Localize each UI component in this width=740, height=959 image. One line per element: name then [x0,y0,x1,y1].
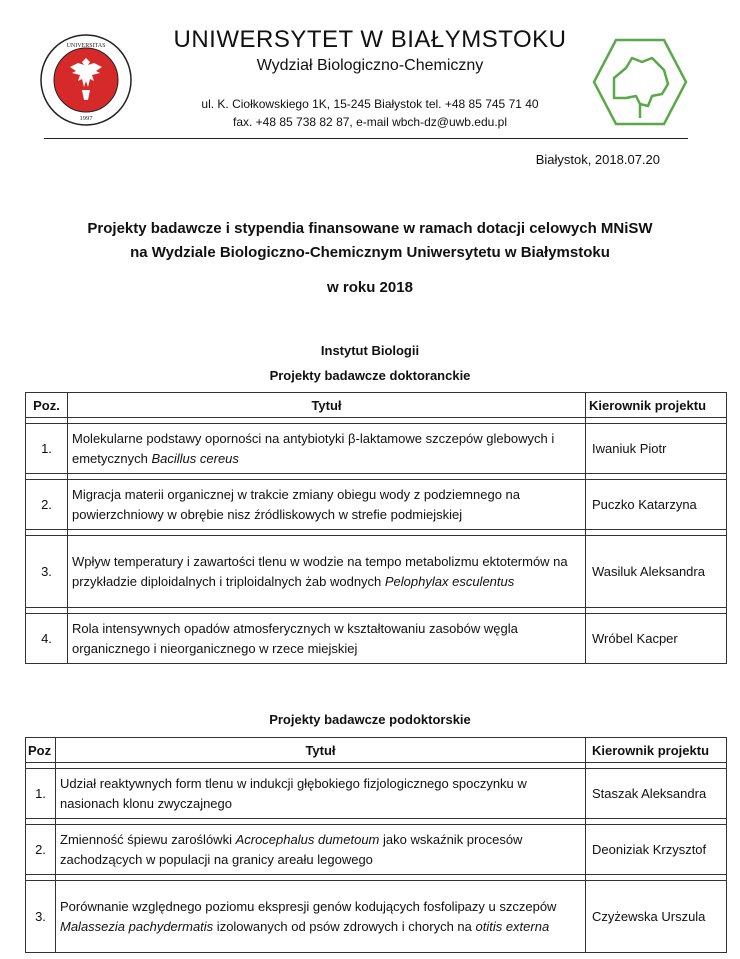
row-position: 3. [26,536,68,608]
row-leader: Deoniziak Krzysztof [586,825,727,875]
row-position: 2. [26,480,68,530]
title-text: Rola intensywnych opadów atmosferycznych w kształtowaniu zasobów węgla organicznego i nieorganicznego w rzece miejskiej [72,620,518,656]
row-position: 4. [26,614,68,664]
table-row [26,424,727,474]
header-divider [44,138,688,139]
title-text: Migracja materii organicznej w trakcie zmiany obiegu wody z podziemnego na powierzchniowy w obrębie nisz źródliskowych w strefie podmiejskiej [72,486,520,522]
row-title [68,536,586,608]
university-name: UNIWERSYTET W BIAŁYMSTOKU [173,26,567,53]
row-position: 2. [26,825,56,875]
row-position: 3. [26,881,56,953]
col-header-leader: Kierownik projektu [586,393,727,418]
row-title [68,614,586,664]
doctoral-projects-heading: Projekty badawcze doktoranckie [269,368,471,383]
document-title-year: w roku 2018 [327,279,413,296]
row-leader: Iwaniuk Piotr [586,424,727,474]
row-title [56,825,586,875]
col-header-title: Tytuł [56,738,586,763]
row-title [68,424,586,474]
row-title [68,480,586,530]
col-header-leader: Kierownik projektu [586,738,727,763]
table-row [26,536,727,608]
faculty-leaf-logo [592,38,688,126]
species-name: Acrocephalus dumetoum [235,831,380,847]
title-text: Wpływ temperatury i zawartości tlenu w wodzie na tempo metabolizmu ektotermów na przykładzie diploidalnych i triploidalnych żab wodnych [72,553,568,589]
doctoral-projects-table [25,392,727,664]
table-row [26,480,727,530]
university-seal-logo [40,34,132,126]
address-line: ul. K. Ciołkowskiego 1K, 15-245 Białystok tel. +48 85 745 71 40 [201,97,539,111]
contact-line: fax. +48 85 738 82 87, e-mail wbch-dz@uwb.edu.pl [232,115,507,129]
postdoctoral-projects-heading: Projekty badawcze podoktorskie [269,712,471,727]
species-name: Bacillus cereus [151,450,239,466]
faculty-name: Wydział Biologiczno-Chemiczny [256,57,484,74]
row-position: 1. [26,769,56,819]
col-header-position: Poz. [26,393,68,418]
species-name: Malassezia pachydermatis [60,918,214,934]
table-row [26,825,727,875]
row-leader: Wróbel Kacper [586,614,727,664]
title-text: izolowanych od psów zdrowych i chorych na [213,918,476,934]
postdoctoral-projects-table [25,737,727,953]
document-title-line-1: Projekty badawcze i stypendia finansowane w ramach dotacji celowych MNiSW [87,220,653,237]
svg-text:1997: 1997 [79,115,93,122]
row-leader: Czyżewska Urszula [586,881,727,953]
svg-text:UNIVERSITAS: UNIVERSITAS [66,43,106,49]
species-name: otitis externa [475,918,550,934]
title-text: Udział reaktywnych form tlenu w indukcji głębokiego fizjologicznego spoczynku w nasionach klonu zwyczajnego [60,775,527,811]
table-row [26,769,727,819]
document-title-line-2: na Wydziale Biologiczno-Chemicznym Uniwersytetu w Białymstoku [130,244,610,261]
institute-heading: Instytut Biologii [320,343,420,358]
row-leader: Puczko Katarzyna [586,480,727,530]
table-row [26,614,727,664]
species-name: Pelophylax esculentus [384,573,515,589]
col-header-title: Tytuł [68,393,586,418]
postdoctoral-rows [26,763,727,953]
title-text: Porównanie względnego poziomu ekspresji genów kodujących fosfolipazy u szczepów [60,898,557,914]
row-title [56,881,586,953]
title-text: Zmienność śpiewu zaroślówki [60,831,236,847]
row-leader: Staszak Aleksandra [586,769,727,819]
title-text: jako wskaźnik procesów zachodzących w populacji na granicy areału legowego [60,831,523,867]
title-text: Molekularne podstawy oporności na antybiotyki β-laktamowe szczepów glebowych i emetycznych [72,430,555,466]
row-title [56,769,586,819]
col-header-position: Poz [26,738,56,763]
row-position: 1. [26,424,68,474]
document-date: Białystok, 2018.07.20 [535,152,660,167]
row-leader: Wasiluk Aleksandra [586,536,727,608]
table-row [26,881,727,953]
doctoral-rows [26,418,727,664]
